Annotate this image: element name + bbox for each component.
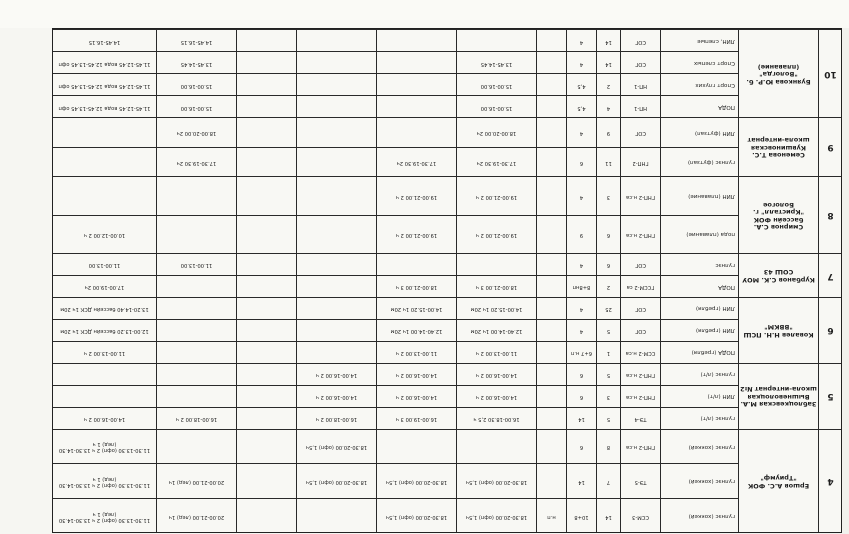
schedule-cell: 11.00-13.00 2 ч bbox=[53, 341, 157, 363]
schedule-cell: 14.45-16.15 bbox=[157, 30, 237, 52]
prog-cell: НП-1 bbox=[621, 74, 661, 96]
schedule-cell bbox=[457, 30, 537, 52]
schedule-cell bbox=[157, 215, 237, 253]
schedule-cell bbox=[297, 52, 377, 74]
prog-cell: ТЭ-4 bbox=[621, 407, 661, 429]
hours-cell: 9 bbox=[597, 118, 621, 148]
schedule-cell: 18.00-20.00 2ч bbox=[457, 118, 537, 148]
schedule-cell: 15.00-16.00 bbox=[157, 96, 237, 118]
c2-cell bbox=[537, 363, 567, 385]
sport-cell: гулнэс (л/т) bbox=[661, 407, 739, 429]
schedule-cell bbox=[237, 30, 297, 52]
sport-cell: гулнэс bbox=[661, 253, 739, 275]
sport-cell: гулнэс (футзал) bbox=[661, 147, 739, 177]
schedule-cell: 19.00-21.00 2 ч bbox=[457, 215, 537, 253]
schedule-cell bbox=[237, 385, 297, 407]
schedule-cell: 14.00-16.00 2 ч bbox=[457, 385, 537, 407]
hours-cell: 11 bbox=[597, 147, 621, 177]
c1-cell: 9 bbox=[567, 215, 597, 253]
prog-cell: ГНП-2 н.са bbox=[621, 215, 661, 253]
schedule-cell: 11.30-13.30 (офп) 2 ч 13.30-14.30 (лед) 1 ч bbox=[53, 499, 157, 533]
schedule-cell bbox=[297, 96, 377, 118]
c2-cell bbox=[537, 319, 567, 341]
row-number: 6 bbox=[819, 297, 843, 363]
c1-cell: 4 bbox=[567, 52, 597, 74]
schedule-cell bbox=[157, 297, 237, 319]
schedule-cell bbox=[297, 118, 377, 148]
schedule-cell bbox=[237, 499, 297, 533]
schedule-cell bbox=[157, 275, 237, 297]
schedule-row bbox=[53, 253, 843, 275]
row-number: 4 bbox=[819, 429, 843, 533]
schedule-cell bbox=[157, 341, 237, 363]
schedule-cell bbox=[297, 74, 377, 96]
c1-cell: 6 bbox=[567, 429, 597, 464]
schedule-row bbox=[53, 74, 843, 96]
schedule-cell bbox=[53, 385, 157, 407]
c2-cell bbox=[537, 118, 567, 148]
schedule-cell bbox=[297, 341, 377, 363]
schedule-cell: 20.00-21.00 (лед) 1ч bbox=[157, 499, 237, 533]
schedule-cell: 10.00-12.00 2 ч bbox=[53, 215, 157, 253]
schedule-cell: 11.30-13.30 (офп) 2 ч 13.30-14.30 (лед) 1 ч bbox=[53, 429, 157, 464]
schedule-cell: 17.30-19.30 2ч bbox=[157, 147, 237, 177]
hours-cell: 2 bbox=[597, 74, 621, 96]
coach-name: Смирнов С.А. бассейн ФОК "Кристалл" г. Бологое bbox=[739, 177, 819, 254]
schedule-cell bbox=[237, 215, 297, 253]
schedule-row bbox=[53, 341, 843, 363]
schedule-cell bbox=[297, 253, 377, 275]
schedule-cell: 13.45-14.45 bbox=[157, 52, 237, 74]
schedule-cell: 16.00-19.00 3 ч bbox=[377, 407, 457, 429]
sport-cell: ПОДА bbox=[661, 96, 739, 118]
schedule-table bbox=[52, 29, 842, 533]
schedule-cell: 17.00-19.00 2ч bbox=[53, 275, 157, 297]
schedule-cell bbox=[377, 118, 457, 148]
schedule-cell: 14.00-15.20 1ч 20м bbox=[377, 297, 457, 319]
schedule-cell bbox=[297, 147, 377, 177]
hours-cell: 2 bbox=[597, 275, 621, 297]
c2-cell bbox=[537, 52, 567, 74]
schedule-cell: 19.00-21.00 2 ч bbox=[457, 177, 537, 215]
schedule-cell bbox=[377, 74, 457, 96]
c2-cell bbox=[537, 297, 567, 319]
hours-cell: 8 bbox=[597, 429, 621, 464]
schedule-cell: 18.30-20.00 (офп) 1,5ч bbox=[377, 464, 457, 499]
schedule-row bbox=[53, 177, 843, 215]
schedule-cell bbox=[237, 147, 297, 177]
c1-cell: 14 bbox=[567, 407, 597, 429]
prog-cell: НП-1 bbox=[621, 96, 661, 118]
prog-cell: ТЭ-5 bbox=[621, 464, 661, 499]
schedule-cell bbox=[53, 363, 157, 385]
schedule-cell: 18.30-20.00 (офп) 1,5ч bbox=[377, 499, 457, 533]
schedule-cell bbox=[237, 275, 297, 297]
row-number: 9 bbox=[819, 118, 843, 177]
c2-cell bbox=[537, 147, 567, 177]
hours-cell: 1 bbox=[597, 341, 621, 363]
c1-cell: 14 bbox=[567, 464, 597, 499]
row-number: 10 bbox=[819, 30, 843, 118]
schedule-cell: 13.20-14.40 бассейн ДСК 1ч 20м bbox=[53, 297, 157, 319]
prog-cell: ГНП-2 bbox=[621, 147, 661, 177]
hours-cell: 4 bbox=[597, 96, 621, 118]
schedule-row bbox=[53, 429, 843, 464]
schedule-cell: 19.00-21.00 2 ч bbox=[377, 177, 457, 215]
schedule-row bbox=[53, 147, 843, 177]
schedule-cell bbox=[237, 253, 297, 275]
schedule-cell: 18.30-20.00 (офп) 1,5ч bbox=[457, 499, 537, 533]
schedule-cell bbox=[297, 319, 377, 341]
schedule-row bbox=[53, 30, 843, 52]
hours-cell: 3 bbox=[597, 385, 621, 407]
row-number: 5 bbox=[819, 363, 843, 429]
schedule-cell bbox=[237, 407, 297, 429]
prog-cell: СОГ bbox=[621, 52, 661, 74]
hours-cell: 14 bbox=[597, 30, 621, 52]
schedule-cell: 15.00-16.00 bbox=[457, 96, 537, 118]
c2-cell bbox=[537, 74, 567, 96]
schedule-cell bbox=[237, 96, 297, 118]
schedule-cell: 18.30-20.00 (офп) 1,5ч bbox=[297, 429, 377, 464]
sport-cell: ПОДА (гребля) bbox=[661, 341, 739, 363]
c2-cell bbox=[537, 215, 567, 253]
coach-name: Буянкова Ю.Р. б. "Вологда" (плавание) bbox=[739, 30, 819, 118]
schedule-row bbox=[53, 275, 843, 297]
schedule-cell: 11.45-12.45 вода 12.45-13.45 офп bbox=[53, 52, 157, 74]
c2-cell bbox=[537, 275, 567, 297]
c2-cell bbox=[537, 407, 567, 429]
prog-cell: ГССМ-2 са bbox=[621, 275, 661, 297]
c1-cell: 4 bbox=[567, 319, 597, 341]
schedule-cell bbox=[377, 429, 457, 464]
schedule-cell bbox=[157, 385, 237, 407]
schedule-cell bbox=[157, 429, 237, 464]
coach-name: Ковалев Н.Н. ПСШ "ВВКМ" bbox=[739, 297, 819, 363]
hours-cell: 5 bbox=[597, 407, 621, 429]
sport-cell: гулнэс (хоккей) bbox=[661, 429, 739, 464]
row-number: 7 bbox=[819, 253, 843, 297]
hours-cell: 7 bbox=[597, 464, 621, 499]
schedule-cell: 11.00-13.00 bbox=[157, 253, 237, 275]
schedule-cell bbox=[297, 275, 377, 297]
c1-cell: 4,5 bbox=[567, 74, 597, 96]
c2-cell bbox=[537, 464, 567, 499]
schedule-cell: 11.30-13.30 (офп) 2 ч 13.30-14.30 (лед) 1 ч bbox=[53, 464, 157, 499]
schedule-row bbox=[53, 96, 843, 118]
schedule-cell: 14.00-16.00 2 ч bbox=[377, 385, 457, 407]
hours-cell: 3 bbox=[597, 177, 621, 215]
schedule-row bbox=[53, 297, 843, 319]
schedule-cell: 11.00-13.00 2 ч bbox=[457, 341, 537, 363]
schedule-cell: 12.00-13.20 бассейн ДСК 1ч 20м bbox=[53, 319, 157, 341]
schedule-cell: 14.00-16.00 2 ч bbox=[297, 363, 377, 385]
schedule-cell: 18.00-21.00 3 ч bbox=[377, 275, 457, 297]
schedule-sheet bbox=[52, 28, 842, 533]
sport-cell: Спорт слепых bbox=[661, 52, 739, 74]
c1-cell: 8+8нп bbox=[567, 275, 597, 297]
sport-cell: ЛИН (л/т) bbox=[661, 385, 739, 407]
schedule-cell bbox=[53, 118, 157, 148]
c1-cell: 4 bbox=[567, 177, 597, 215]
prog-cell: ССМ-2 н.са bbox=[621, 341, 661, 363]
c1-cell: 6+7 н.п bbox=[567, 341, 597, 363]
sport-cell: ЛИН (гребля) bbox=[661, 297, 739, 319]
sport-cell: ЛИН (плавание) bbox=[661, 177, 739, 215]
sport-cell: ПОДА bbox=[661, 275, 739, 297]
schedule-row bbox=[53, 499, 843, 533]
c1-cell: 4 bbox=[567, 118, 597, 148]
schedule-cell: 17.30-19.30 2ч bbox=[377, 147, 457, 177]
sport-cell: гулнэс (хоккей) bbox=[661, 464, 739, 499]
c1-cell: 4 bbox=[567, 253, 597, 275]
schedule-cell bbox=[237, 118, 297, 148]
coach-name: Заблоцкевская М.А. Вышневолоцкая школа-интернат №2 bbox=[739, 363, 819, 429]
c2-cell bbox=[537, 96, 567, 118]
sport-cell: гулнэс (хоккей) bbox=[661, 499, 739, 533]
c2-cell bbox=[537, 385, 567, 407]
schedule-row bbox=[53, 407, 843, 429]
coach-name: Семенова Т.С. Кувшиновская школа-интернат bbox=[739, 118, 819, 177]
schedule-row bbox=[53, 319, 843, 341]
coach-name: Ершов А.С. ФОК "Триумф" bbox=[739, 429, 819, 533]
page-top-margin bbox=[0, 0, 849, 28]
schedule-cell bbox=[457, 429, 537, 464]
sport-cell: ЛИН (гребля) bbox=[661, 319, 739, 341]
schedule-body bbox=[53, 30, 843, 534]
schedule-cell: 14.00-15.20 1ч 20м bbox=[457, 297, 537, 319]
schedule-cell bbox=[53, 147, 157, 177]
schedule-cell: 18.00-21.00 3 ч bbox=[457, 275, 537, 297]
c1-cell: 4 bbox=[567, 297, 597, 319]
schedule-cell bbox=[377, 253, 457, 275]
schedule-cell bbox=[377, 96, 457, 118]
schedule-cell: 18.00-20.00 2ч bbox=[157, 118, 237, 148]
schedule-cell bbox=[237, 74, 297, 96]
prog-cell: СОГ bbox=[621, 319, 661, 341]
schedule-cell: 15.00-16.00 bbox=[457, 74, 537, 96]
schedule-cell bbox=[377, 52, 457, 74]
c2-cell bbox=[537, 341, 567, 363]
prog-cell: СОГ bbox=[621, 253, 661, 275]
c2-cell bbox=[537, 30, 567, 52]
schedule-cell bbox=[237, 429, 297, 464]
page-left-margin bbox=[0, 28, 52, 534]
c2-cell bbox=[537, 177, 567, 215]
schedule-row bbox=[53, 215, 843, 253]
c1-cell: 6 bbox=[567, 385, 597, 407]
prog-cell: СОГ bbox=[621, 297, 661, 319]
schedule-cell: 12.40-14.00 1ч 20м bbox=[457, 319, 537, 341]
coach-name: Курбанов С.К. МОУ СОШ 43 bbox=[739, 253, 819, 297]
schedule-cell bbox=[237, 363, 297, 385]
schedule-cell bbox=[237, 319, 297, 341]
sport-cell: Спорт глухих bbox=[661, 74, 739, 96]
rotated-schedule bbox=[53, 29, 842, 533]
prog-cell: СОГ bbox=[621, 118, 661, 148]
hours-cell: 25 bbox=[597, 297, 621, 319]
schedule-row bbox=[53, 385, 843, 407]
hours-cell: 5 bbox=[597, 363, 621, 385]
schedule-cell bbox=[377, 30, 457, 52]
prog-cell: ССМ-3 bbox=[621, 499, 661, 533]
schedule-cell: 11.00-13.00 bbox=[53, 253, 157, 275]
schedule-cell: 11.00-13.00 2 ч bbox=[377, 341, 457, 363]
schedule-cell: 12.40-14.00 1ч 20м bbox=[377, 319, 457, 341]
schedule-cell bbox=[297, 30, 377, 52]
prog-cell: ГНП-2 н.са bbox=[621, 363, 661, 385]
schedule-cell: 18.30-20.00 (офп) 1,5ч bbox=[457, 464, 537, 499]
schedule-cell bbox=[53, 177, 157, 215]
schedule-cell: 17.30-19.30 2ч bbox=[457, 147, 537, 177]
schedule-cell: 18.30-20.00 (офп) 1,5ч bbox=[297, 464, 377, 499]
schedule-cell: 14.00-16.00 2 ч bbox=[297, 385, 377, 407]
hours-cell: 5 bbox=[597, 319, 621, 341]
schedule-cell bbox=[297, 177, 377, 215]
schedule-cell bbox=[297, 499, 377, 533]
hours-cell: 6 bbox=[597, 253, 621, 275]
schedule-cell: 20.00-21.00 (лед) 1ч bbox=[157, 464, 237, 499]
schedule-cell bbox=[237, 177, 297, 215]
schedule-cell: 11.45-12.45 вода 12.45-13.45 офп bbox=[53, 74, 157, 96]
schedule-row bbox=[53, 363, 843, 385]
schedule-cell: 14.00-16.00 2 ч bbox=[377, 363, 457, 385]
c1-cell: 4,5 bbox=[567, 96, 597, 118]
schedule-row bbox=[53, 118, 843, 148]
hours-cell: 14 bbox=[597, 499, 621, 533]
schedule-row bbox=[53, 464, 843, 499]
row-number: 8 bbox=[819, 177, 843, 254]
schedule-cell: 14.45-16.15 bbox=[53, 30, 157, 52]
schedule-cell: 16.00-18.00 2 ч bbox=[297, 407, 377, 429]
schedule-cell bbox=[157, 319, 237, 341]
schedule-cell bbox=[457, 253, 537, 275]
schedule-cell: 14.00-16.00 2 ч bbox=[457, 363, 537, 385]
schedule-cell bbox=[237, 52, 297, 74]
schedule-row bbox=[53, 52, 843, 74]
schedule-cell bbox=[237, 297, 297, 319]
sport-cell: гулнэс (л/т) bbox=[661, 363, 739, 385]
c2-cell bbox=[537, 429, 567, 464]
sport-cell: ЛИН (футзал) bbox=[661, 118, 739, 148]
c2-cell bbox=[537, 253, 567, 275]
schedule-cell bbox=[237, 341, 297, 363]
schedule-cell: 13.45-14.45 bbox=[457, 52, 537, 74]
schedule-cell bbox=[157, 363, 237, 385]
sport-cell: ЛИН, слепые bbox=[661, 30, 739, 52]
prog-cell: СОГ bbox=[621, 30, 661, 52]
schedule-cell: 16.00-18.00 2 ч bbox=[157, 407, 237, 429]
schedule-cell bbox=[157, 177, 237, 215]
c1-cell: 6 bbox=[567, 147, 597, 177]
hours-cell: 14 bbox=[597, 52, 621, 74]
schedule-cell bbox=[297, 215, 377, 253]
hours-cell: 6 bbox=[597, 215, 621, 253]
schedule-cell: 19.00-21.00 2 ч bbox=[377, 215, 457, 253]
prog-cell: ГНП-2 н.са bbox=[621, 429, 661, 464]
prog-cell: ГНП-2 н.са bbox=[621, 385, 661, 407]
schedule-cell: 15.00-16.00 bbox=[157, 74, 237, 96]
schedule-cell bbox=[297, 297, 377, 319]
sport-cell: пода (плавание) bbox=[661, 215, 739, 253]
c1-cell: 6 bbox=[567, 363, 597, 385]
schedule-cell: 16.00-18.30 2,5 ч bbox=[457, 407, 537, 429]
schedule-cell: 14.00-16.00 2 ч bbox=[53, 407, 157, 429]
schedule-cell: 11.45-12.45 вода 12.45-13.45 офп bbox=[53, 96, 157, 118]
prog-cell: ГНП-2 н.са bbox=[621, 177, 661, 215]
c2-cell: н.п bbox=[537, 499, 567, 533]
schedule-cell bbox=[237, 464, 297, 499]
c1-cell: 4 bbox=[567, 30, 597, 52]
c1-cell: 10+8 bbox=[567, 499, 597, 533]
